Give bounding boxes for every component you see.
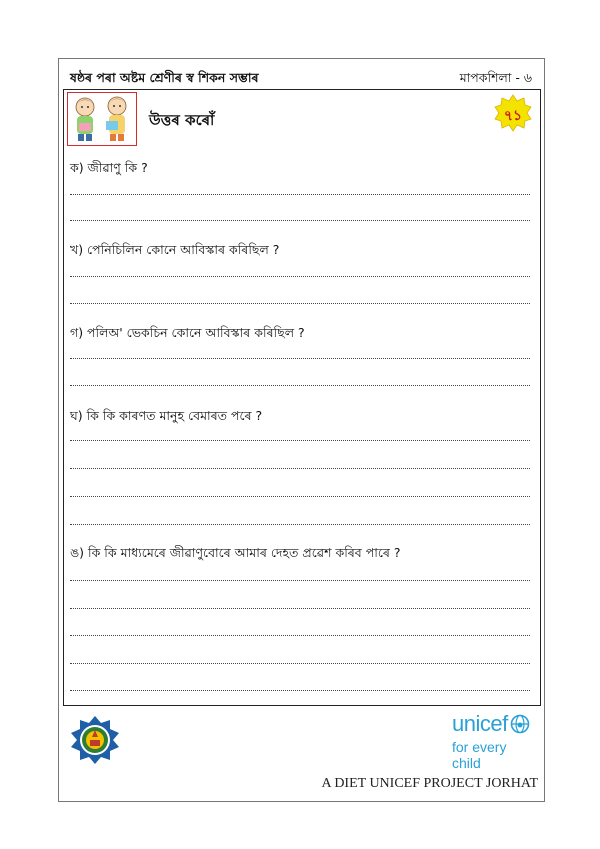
question-3: গ) পলিঅ' ভেকচিন কোনে আবিস্কাৰ কৰিছিল ? bbox=[70, 325, 305, 340]
sheet-label: মাপকশিলা - ৬ bbox=[459, 70, 532, 85]
answer-line[interactable] bbox=[70, 635, 530, 636]
unicef-globe-icon bbox=[510, 714, 530, 734]
badge-number: ৭১ bbox=[503, 108, 523, 124]
answer-line[interactable] bbox=[70, 608, 530, 609]
answer-line[interactable] bbox=[70, 690, 530, 691]
section-title: উত্তৰ কৰোঁ bbox=[149, 111, 215, 129]
footer-project-name: A DIET UNICEF PROJECT JORHAT bbox=[321, 776, 538, 791]
unicef-logo bbox=[452, 713, 534, 771]
unicef-wordmark: unicef bbox=[452, 711, 508, 736]
answer-line[interactable] bbox=[70, 663, 530, 664]
unicef-tagline: for every child bbox=[452, 739, 507, 771]
answer-line[interactable] bbox=[70, 220, 530, 221]
answer-line[interactable] bbox=[70, 358, 530, 359]
question-1: ক) জীৱাণু কি ? bbox=[70, 160, 148, 175]
question-4: ঘ) কি কি কাৰণত মানুহ বেমাৰত পৰে ? bbox=[70, 408, 263, 423]
answer-line[interactable] bbox=[70, 440, 530, 441]
question-2: খ) পেনিচিলিন কোনে আবিস্কাৰ কৰিছিল ? bbox=[70, 242, 280, 257]
worksheet-content-box bbox=[63, 89, 541, 706]
answer-line[interactable] bbox=[70, 580, 530, 581]
answer-line[interactable] bbox=[70, 303, 530, 304]
page-number-badge bbox=[494, 94, 532, 132]
diet-emblem-icon bbox=[70, 715, 120, 765]
children-reading-icon bbox=[67, 92, 137, 146]
answer-line[interactable] bbox=[70, 276, 530, 277]
question-5: ঙ) কি কি মাধ্যমেৰে জীৱাণুবোৰে আমাৰ দেহত প্ৰৱেশ কৰিব পাৰে ? bbox=[70, 545, 401, 560]
answer-line[interactable] bbox=[70, 524, 530, 525]
answer-line[interactable] bbox=[70, 194, 530, 195]
answer-line[interactable] bbox=[70, 385, 530, 386]
answer-line[interactable] bbox=[70, 496, 530, 497]
answer-line[interactable] bbox=[70, 468, 530, 469]
worksheet-series-title: ষষ্ঠৰ পৰা অষ্টম শ্ৰেণীৰ স্ব শিকন সম্ভাৰ bbox=[70, 70, 259, 85]
